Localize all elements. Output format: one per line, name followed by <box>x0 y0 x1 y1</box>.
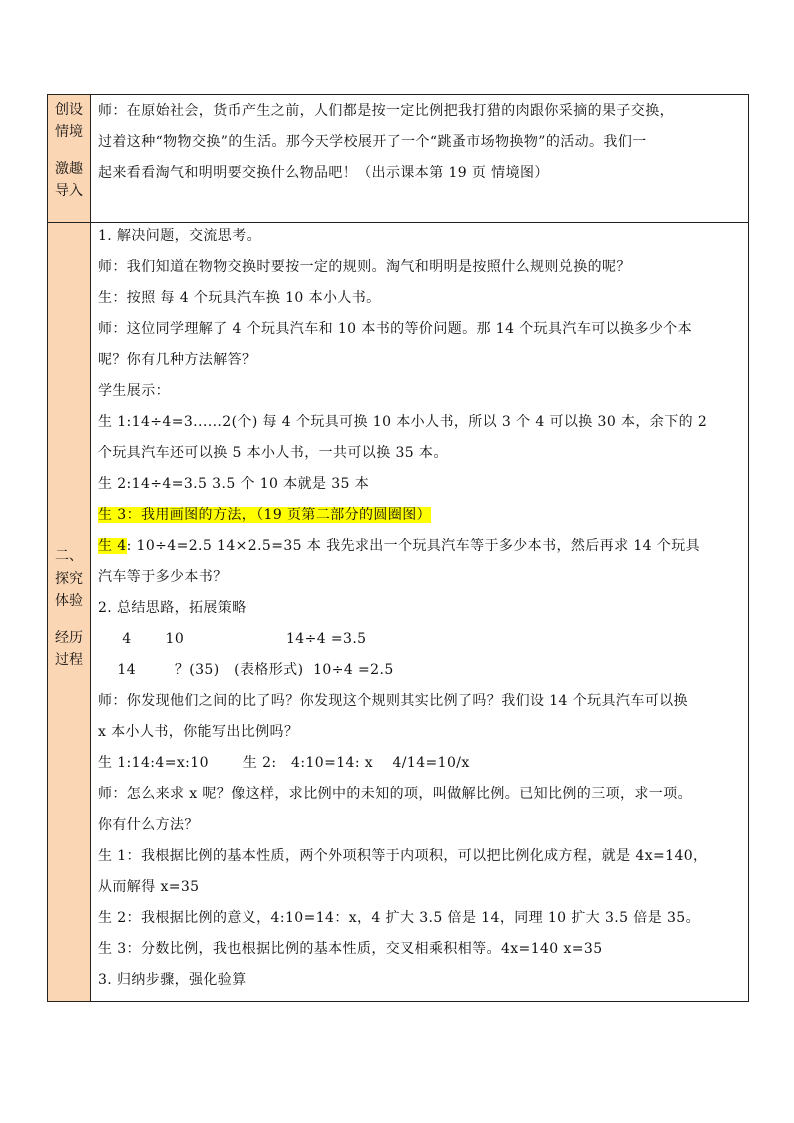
label-line: 经历 <box>55 630 83 646</box>
lesson-row-intro <box>48 95 748 223</box>
row-content-explore <box>92 223 748 1001</box>
text-line: 从而解得 x=35 <box>98 879 200 895</box>
text-line: 起来看看淘气和明明要交换什么物品吧！（出示课本第 19 页 情境图） <box>98 165 549 181</box>
section-heading: 3. 归纳步骤，强化验算 <box>98 972 247 988</box>
text-line: 师：这位同学理解了 4 个玩具汽车和 10 本书的等价问题。那 14 个玩具汽车可以换多少个本 <box>98 321 693 337</box>
row-label-intro <box>48 95 91 222</box>
text-line: 汽车等于多少本书？ <box>98 569 228 585</box>
label-line: 过程 <box>55 652 83 668</box>
highlighted-line <box>98 505 431 525</box>
text-line: 呢？你有几种方法解答？ <box>98 352 257 368</box>
highlighted-text: ：我用画图的方法，（19 页第二部分的圆圈图） <box>126 507 432 523</box>
text-line: x 本小人书，你能写出比例吗？ <box>98 724 299 740</box>
row-content-intro <box>92 95 748 222</box>
label-line: 二、 <box>55 548 83 564</box>
label-line: 创设 <box>55 102 83 118</box>
label-line: 导入 <box>55 183 83 199</box>
lesson-row-explore <box>48 223 748 1001</box>
text-line: 师：我们知道在物物交换时要按一定的规则。淘气和明明是按照什么规则兑换的呢？ <box>98 259 631 275</box>
label-line: 体验 <box>55 593 83 609</box>
text-line: 过着这种“物物交换”的生活。那今天学校展开了一个“跳蚤市场物换物”的活动。我们一 <box>98 134 647 150</box>
text-line: 生 1：我根据比例的基本性质，两个外项积等于内项积，可以把比例化成方程，就是 4x=140， <box>98 848 708 864</box>
line-text: : 10÷4=2.5 14×2.5=35 本 我先求出一个玩具汽车等于多少本书，然后再求 14 个玩具 <box>126 538 700 554</box>
text-line: 生 2:14÷4=3.5 3.5 个 10 本就是 35 本 <box>98 476 370 492</box>
text-line: 师：怎么来求 x 呢？像这样，求比例中的未知的项，叫做解比例。已知比例的三项，求一项。 <box>98 786 692 802</box>
label-line: 探究 <box>55 571 83 587</box>
text-line: 生 3：分数比例，我也根据比例的基本性质，交叉相乘积相等。4x=140 x=35 <box>98 941 603 957</box>
text-line <box>98 536 700 556</box>
table-form-line: 4 10 14÷4 =3.5 <box>98 631 367 647</box>
row-label-explore <box>48 223 91 1001</box>
section-heading: 2. 总结思路，拓展策略 <box>98 600 247 616</box>
text-line: 学生展示： <box>98 383 170 399</box>
table-form-line: 14 ？(35) (表格形式) 10÷4 =2.5 <box>98 662 394 678</box>
text-line: 师：你发现他们之间的比了吗？你发现这个规则其实比例了吗？我们设 14 个玩具汽车可以换 <box>98 693 688 709</box>
highlight-mark: 生 3 <box>98 507 127 523</box>
text-line: 生：按照 每 4 个玩具汽车换 10 本小人书。 <box>98 290 381 306</box>
highlight-mark: 生 4 <box>98 538 127 554</box>
text-line: 生 2：我根据比例的意义，4:10=14：x，4 扩大 3.5 倍是 14，同理 10 扩大 3.5 倍是 35。 <box>98 910 700 926</box>
text-line: 生 1:14÷4=3......2(个) 每 4 个玩具可换 10 本小人书，所以 3 个 4 可以换 30 本，余下的 2 <box>98 414 708 430</box>
label-line: 情境 <box>55 124 83 140</box>
lesson-table <box>47 94 749 1002</box>
text-line: 生 1:14:4=x:10 生 2: 4:10=14: x 4/14=10/x <box>98 755 470 771</box>
text-line: 师：在原始社会，货币产生之前，人们都是按一定比例把我打猎的肉跟你采摘的果子交换， <box>98 103 674 119</box>
text-line: 你有什么方法？ <box>98 817 199 833</box>
section-heading: 1. 解决问题，交流思考。 <box>98 228 262 244</box>
text-line: 个玩具汽车还可以换 5 本小人书，一共可以换 35 本。 <box>98 445 448 461</box>
label-line: 激趣 <box>55 161 83 177</box>
